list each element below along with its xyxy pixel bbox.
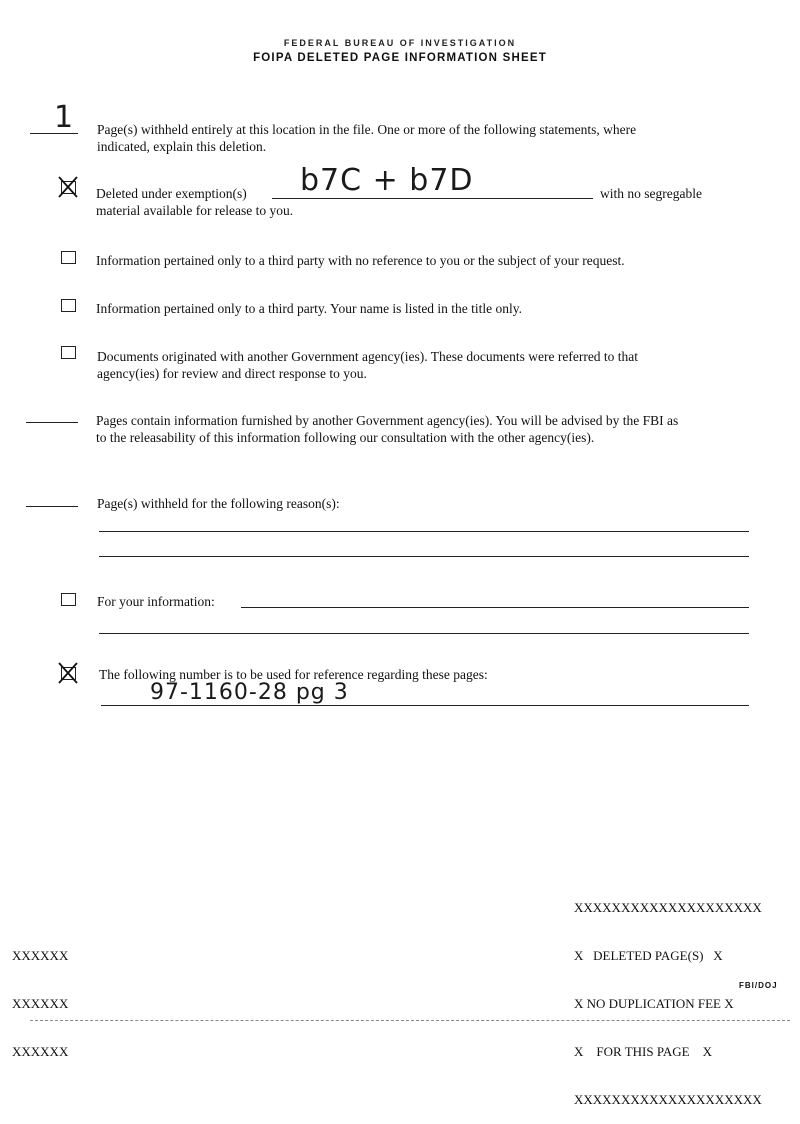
exemption-suffix: with no segregable bbox=[600, 186, 702, 201]
third-party-title-text: Information pertained only to a third party. Your name is listed in the title only. bbox=[96, 301, 523, 316]
exemption-text-2: material available for release to you. bbox=[96, 203, 294, 218]
bottom-edge-line bbox=[30, 1020, 790, 1021]
stamp-row-2: X DELETED PAGE(S) X bbox=[574, 948, 723, 963]
exemption-blank-line bbox=[272, 198, 593, 199]
check-x-icon bbox=[58, 662, 78, 684]
pages-withheld-count: 1 bbox=[54, 100, 74, 135]
stamp-row-1: XXXXXXXXXXXXXXXXXXXX bbox=[574, 900, 762, 915]
page-title: FOIPA DELETED PAGE INFORMATION SHEET bbox=[253, 52, 547, 64]
pages-withheld-text-1: Page(s) withheld entirely at this location in the file. One or more of the following statements, where bbox=[97, 122, 637, 137]
stamp-row-4: X FOR THIS PAGE X bbox=[574, 1044, 712, 1059]
reference-line bbox=[101, 705, 749, 706]
other-agency-info-text-2: to the releasability of this information following our consultation with the other agency(ies). bbox=[96, 430, 595, 445]
withheld-reasons-count-line bbox=[26, 506, 78, 507]
other-agency-info-count-line bbox=[26, 422, 78, 423]
withheld-reasons-line-1 bbox=[99, 531, 749, 532]
other-agency-info-text-1: Pages contain information furnished by another Government agency(ies). You will be advised by the FBI as bbox=[96, 413, 679, 428]
for-info-text: For your information: bbox=[97, 594, 215, 609]
left-x-mark: XXXXXX bbox=[12, 1044, 69, 1059]
for-info-line-1 bbox=[241, 607, 749, 608]
other-agency-docs-text-1: Documents originated with another Government agency(ies). These documents were referred to that bbox=[97, 349, 639, 364]
for-info-checkbox[interactable] bbox=[61, 593, 76, 606]
stamp-row-5: XXXXXXXXXXXXXXXXXXXX bbox=[574, 1092, 762, 1107]
for-info-line-2 bbox=[99, 633, 749, 634]
exemption-value: b7C + b7D bbox=[300, 163, 474, 198]
agency-header: FEDERAL BUREAU OF INVESTIGATION bbox=[283, 38, 517, 48]
left-x-marks bbox=[12, 916, 68, 1076]
footer-code: FBI/DOJ bbox=[739, 981, 778, 990]
third-party-no-ref-text: Information pertained only to a third party with no reference to you or the subject of your request. bbox=[96, 253, 625, 268]
left-x-mark: XXXXXX bbox=[12, 996, 69, 1011]
check-x-icon bbox=[58, 176, 78, 198]
deleted-page-stamp bbox=[574, 868, 762, 1124]
left-x-mark: XXXXXX bbox=[12, 948, 69, 963]
exemption-prefix: Deleted under exemption(s) bbox=[96, 186, 247, 201]
withheld-reasons-line-2 bbox=[99, 556, 749, 557]
third-party-title-checkbox[interactable] bbox=[61, 299, 76, 312]
reference-value: 97-1160-28 pg 3 bbox=[150, 680, 349, 705]
pages-withheld-text-2: indicated, explain this deletion. bbox=[97, 139, 267, 154]
stamp-row-3: X NO DUPLICATION FEE X bbox=[574, 996, 734, 1011]
withheld-reasons-text: Page(s) withheld for the following reason(s): bbox=[97, 496, 340, 511]
reference-text: The following number is to be used for reference regarding these pages: bbox=[99, 667, 488, 682]
third-party-no-ref-checkbox[interactable] bbox=[61, 251, 76, 264]
other-agency-docs-checkbox[interactable] bbox=[61, 346, 76, 359]
other-agency-docs-text-2: agency(ies) for review and direct response to you. bbox=[97, 366, 367, 381]
